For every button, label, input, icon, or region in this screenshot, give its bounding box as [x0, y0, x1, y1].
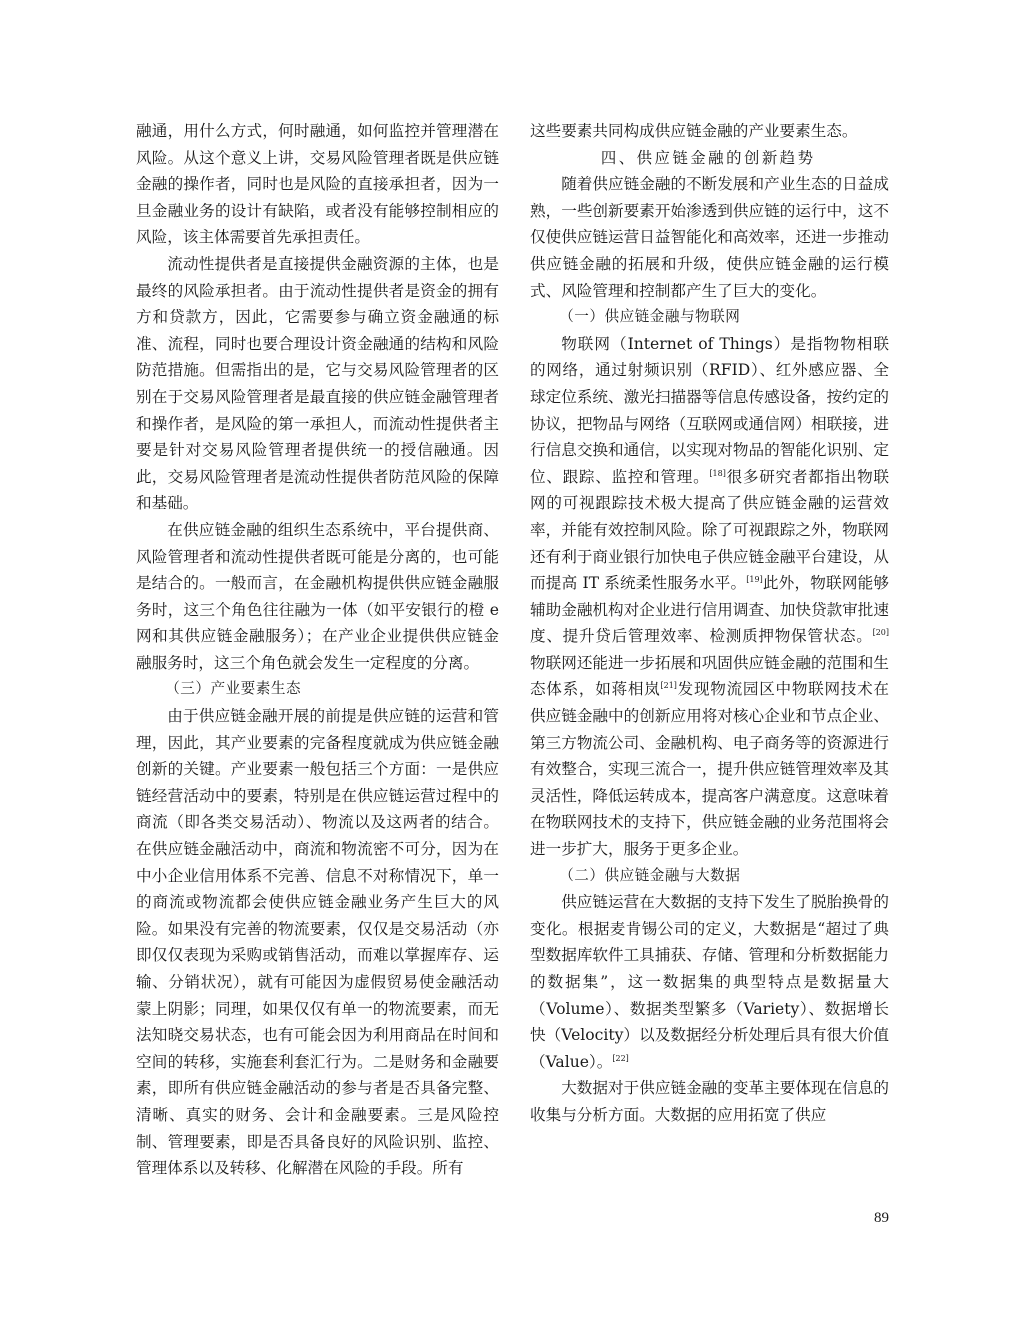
text-run: 物联网还能进一步拓展和巩固供应链金融的范围和生态体系，如蒋相岚: [530, 653, 889, 699]
text-run: 供应链运营在大数据的支持下发生了脱胎换骨的变化。根据麦肯锡公司的定义，大数据是“超过了典型数据库软件工具捕获、存储、管理和分析数据能力的数据集”，这一数据集的典型特点是数据量大（Volume）、数据类型繁多（Variety）、数据增长快（Velocity）以及数据经分析处理后具有很大价值（Value）。: [530, 893, 889, 1071]
page-number: 89: [874, 1210, 889, 1226]
subheading: （一）供应链金融与物联网: [559, 308, 741, 326]
paragraph: [530, 889, 889, 1075]
citation: [22]: [612, 1053, 629, 1063]
right-column: [530, 118, 889, 1129]
text-run: 发现物流园区中物联网技术在供应链金融中的创新应用将对核心企业和节点企业、第三方物流公司、金融机构、电子商务等的资源进行有效整合，实现三流合一，提升供应链管理效率及其灵活性，降低运转成本，提高客户满意度。这意味着在物联网技术的支持下，供应链金融的业务范围将会进一步扩大，服务于更多企业。: [530, 680, 889, 859]
paragraph: 在供应链金融的组织生态系统中，平台提供商、风险管理者和流动性提供者既可能是分离的，也可能是结合的。一般而言，在金融机构提供供应链金融服务时，这三个角色往往融为一体（如平安银行的橙 e 网和其供应链金融服务）；在产业企业提供供应链金融服务时，这三个角色就会发生一定程度的分离。: [136, 520, 499, 672]
subheading: （三）产业要素生态: [165, 680, 302, 698]
text-run: 此外，物联网能够辅助金融机构对企业进行信用调查、加快贷款审批速度、提升贷后管理效率、检测质押物保管状态。: [530, 574, 889, 646]
citation: [20]: [872, 628, 889, 638]
paragraph: 大数据对于供应链金融的变革主要体现在信息的收集与分析方面。大数据的应用拓宽了供应: [530, 1079, 889, 1124]
citation: [19]: [746, 574, 763, 584]
paragraph: 融通，用什么方式，何时融通，如何监控并管理潜在风险。从这个意义上讲，交易风险管理者既是供应链金融的操作者，同时也是风险的直接承担者，因为一旦金融业务的设计有缺陷，或者没有能够控制相应的风险，该主体需要首先承担责任。: [136, 122, 499, 247]
text-run: 物联网（Internet of Things）是指物物相联的网络，通过射频识别（RFID）、红外感应器、全球定位系统、激光扫描器等信息传感设备，按约定的协议，把物品与网络（互联网或通信网）相联接，进行信息交换和通信，以实现对物品的智能化识别、定位、跟踪、监控和管理。: [530, 334, 889, 486]
subheading: （二）供应链金融与大数据: [559, 866, 741, 884]
paragraph: 随着供应链金融的不断发展和产业生态的日益成熟，一些创新要素开始渗透到供应链的运行中，这不仅使供应链运营日益智能化和高效率，还进一步推动供应链金融的拓展和升级，使供应链金融的运行模式、风险管理和控制都产生了巨大的变化。: [530, 175, 889, 300]
paragraph: 这些要素共同构成供应链金融的产业要素生态。: [530, 122, 858, 140]
paragraph: [530, 331, 889, 863]
section-heading: 四、供应链金融的创新趋势: [600, 148, 816, 167]
paragraph: 由于供应链金融开展的前提是供应链的运营和管理，因此，其产业要素的完备程度就成为供应链金融创新的关键。产业要素一般包括三个方面：一是供应链经营活动中的要素，特别是在供应链运营过程中的商流（即各类交易活动）、物流以及这两者的结合。在供应链金融活动中，商流和物流密不可分，因为在中小企业信用体系不完善、信息不对称情况下，单一的商流或物流都会使供应链金融业务产生巨大的风险。如果没有完善的物流要素，仅仅是交易活动（亦即仅仅表现为采购或销售活动，而难以掌握库存、运输、分销状况），就有可能因为虚假贸易使金融活动蒙上阴影；同理，如果仅仅有单一的物流要素，而无法知晓交易状态，也有可能会因为利用商品在时间和空间的转移，实施套利套汇行为。二是财务和金融要素，即所有供应链金融活动的参与者是否具备完整、清晰、真实的财务、会计和金融要素。三是风险控制、管理要素，即是否具备良好的风险识别、监控、管理体系以及转移、化解潜在风险的手段。所有: [136, 707, 499, 1178]
left-column: [136, 118, 499, 1182]
citation: [21]: [660, 681, 677, 691]
text-run: 很多研究者都指出物联网的可视跟踪技术极大提高了供应链金融的运营效率，并能有效控制风险。除了可视跟踪之外，物联网还有利于商业银行加快电子供应链金融平台建设，从而提高 IT 系统柔性服务水平。: [530, 467, 889, 593]
citation: [18]: [709, 468, 726, 478]
paragraph: 流动性提供者是直接提供金融资源的主体，也是最终的风险承担者。由于流动性提供者是资金的拥有方和贷款方，因此，它需要参与确立资金融通的标准、流程，同时也要合理设计资金融通的结构和风险防范措施。但需指出的是，它与交易风险管理者的区别在于交易风险管理者是最直接的供应链金融管理者和操作者，是风险的第一承担人，而流动性提供者主要是针对交易风险管理者提供统一的授信融通。因此，交易风险管理者是流动性提供者防范风险的保障和基础。: [136, 254, 499, 513]
